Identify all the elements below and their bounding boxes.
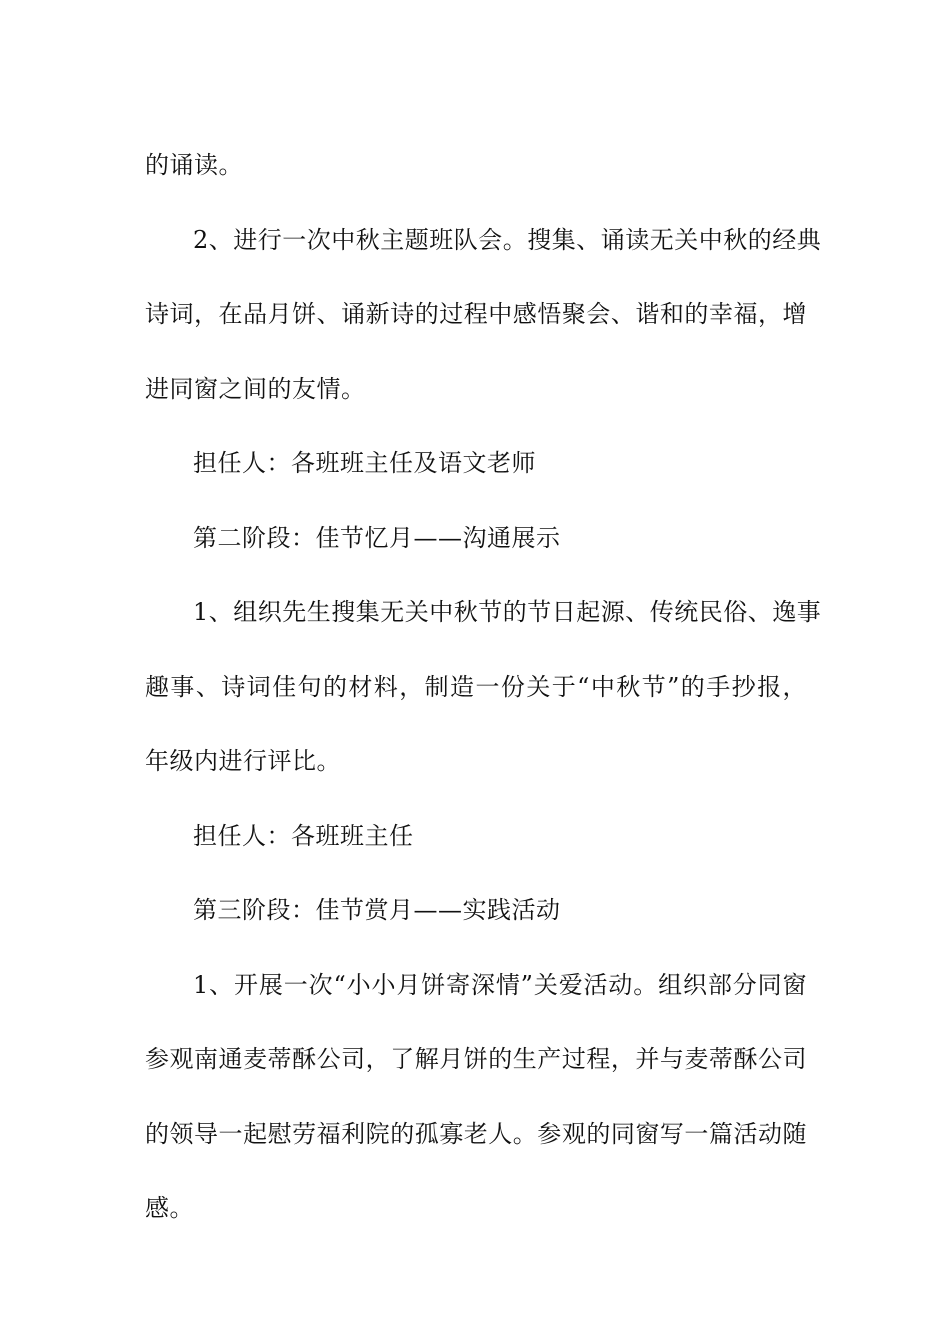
text-line: 的诵读。: [145, 151, 243, 179]
text-line: 第二阶段：佳节忆月——沟通展示: [193, 523, 561, 552]
text-line: 2、进行一次中秋主题班队会。搜集、诵读无关中秋的经典: [193, 225, 822, 254]
paragraph-continuation: [145, 128, 807, 203]
text-line: 诗词，在品月饼、诵新诗的过程中感悟聚会、谐和的幸福，增: [145, 300, 807, 328]
text-line: 参观南通麦蒂酥公司，了解月饼的生产过程，并与麦蒂酥公司: [145, 1045, 807, 1073]
text-line: 的领导一起慰劳福利院的孤寡老人。参观的同窗写一篇活动随: [145, 1119, 807, 1148]
paragraph-responsible-2: [145, 799, 807, 874]
paragraph-responsible-1: [145, 426, 807, 501]
paragraph-item-1-stage-3: [145, 948, 807, 1246]
document-body: [145, 128, 822, 1246]
text-line: 第三阶段：佳节赏月——实践活动: [193, 896, 561, 924]
paragraph-item-2: [145, 203, 822, 427]
text-line: 年级内进行评比。: [145, 747, 341, 775]
text-line: 进同窗之间的友情。: [145, 374, 366, 403]
text-line: 感。: [145, 1194, 194, 1222]
text-line: 1、开展一次“小小月饼寄深情”关爱活动。组织部分同窗: [193, 970, 807, 999]
text-line: 1、组织先生搜集无关中秋节的节日起源、传统民俗、逸事: [193, 598, 822, 626]
paragraph-item-1-stage-2: [145, 575, 822, 799]
text-line: 担任人：各班班主任: [193, 821, 414, 850]
section-heading-stage-3: [145, 873, 807, 948]
text-line: 趣事、诗词佳句的材料，制造一份关于“中秋节”的手抄报，: [145, 672, 807, 701]
section-heading-stage-2: [145, 501, 807, 576]
text-line: 担任人：各班班主任及语文老师: [193, 449, 536, 477]
